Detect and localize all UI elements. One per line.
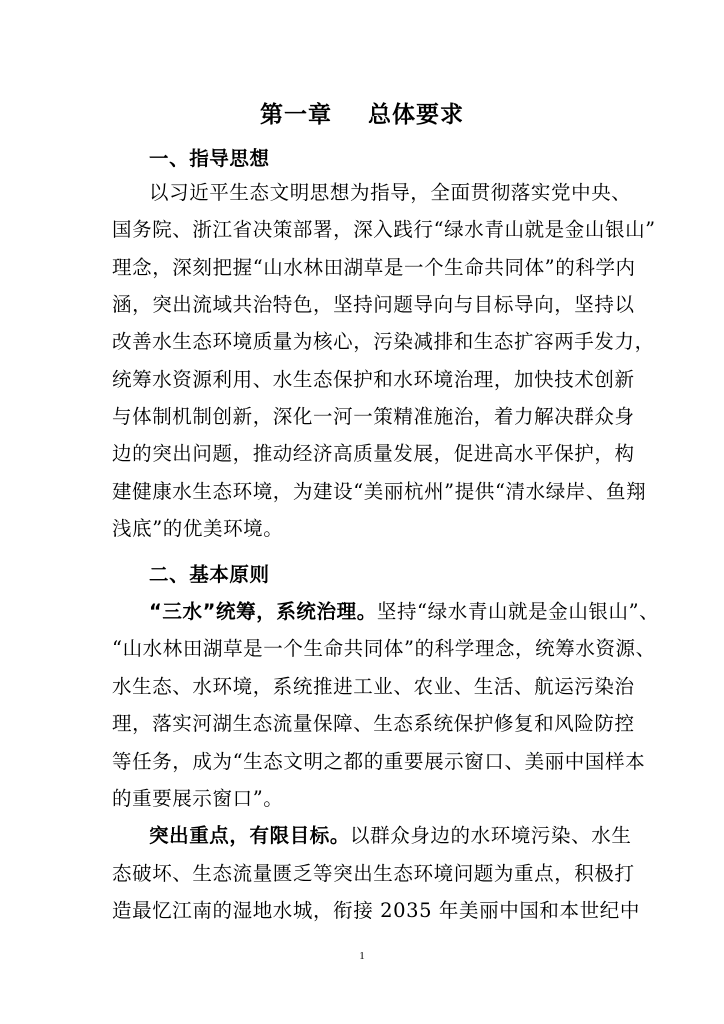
paragraph-line: 态破坏、生态流量匮乏等突出生态环境问题为重点，积极打 xyxy=(112,862,635,885)
paragraph-line: 边的突出问题，推动经济高质量发展，促进高水平保护，构 xyxy=(112,442,635,465)
principle-two-text: 以群众身边的水环境污染、水生 xyxy=(350,824,632,847)
principle-one-text: 坚持“绿水青山就是金山银山”、 xyxy=(376,600,660,623)
paragraph-line: 国务院、浙江省决策部署，深入践行“绿水青山就是金山银山” xyxy=(112,218,656,241)
principle-two-first-line xyxy=(149,823,632,849)
section-heading-principles: 二、基本原则 xyxy=(149,563,270,586)
paragraph-line: 建健康水生态环境，为建设“美丽杭州”提供“清水绿岸、鱼翔 xyxy=(112,480,647,503)
paragraph-line: 与体制机制创新，深化一河一策精准施治，着力解决群众身 xyxy=(112,405,635,428)
paragraph-line: 以习近平生态文明思想为指导，全面贯彻落实党中央、 xyxy=(149,181,632,204)
chapter-title: 第一章 总体要求 xyxy=(259,102,465,128)
principle-two-lead: 突出重点，有限目标。 xyxy=(149,824,351,847)
principle-one-lead: “三水”统筹，系统治理。 xyxy=(149,600,377,623)
paragraph-line: 统筹水资源利用、水生态保护和水环境治理，加快技术创新 xyxy=(112,368,635,391)
page-number: 1 xyxy=(359,950,365,962)
paragraph-line: 理念，深刻把握“山水林田湖草是一个生命共同体”的科学内 xyxy=(112,256,636,279)
paragraph-line: 理，落实河湖生态流量保障、生态系统保护修复和风险防控 xyxy=(112,712,635,735)
principle-one-first-line xyxy=(149,599,660,625)
paragraph-line: 造最忆江南的湿地水城，衔接 2035 年美丽中国和本世纪中 xyxy=(112,899,640,922)
paragraph-line: 涵，突出流域共治特色，坚持问题导向与目标导向，坚持以 xyxy=(112,293,635,316)
paragraph-line: 浅底”的优美环境。 xyxy=(112,517,284,540)
paragraph-line: 改善水生态环境质量为核心，污染减排和生态扩容两手发力， xyxy=(112,330,655,353)
section-heading-guiding: 一、指导思想 xyxy=(149,147,270,170)
paragraph-line: “山水林田湖草是一个生命共同体”的科学理念，统筹水资源、 xyxy=(112,637,656,660)
paragraph-line: 的重要展示窗口”。 xyxy=(112,787,284,810)
paragraph-line: 水生态、水环境，系统推进工业、农业、生活、航运污染治 xyxy=(112,675,635,698)
paragraph-line: 等任务，成为“生态文明之都的重要展示窗口、美丽中国样本 xyxy=(112,750,646,773)
